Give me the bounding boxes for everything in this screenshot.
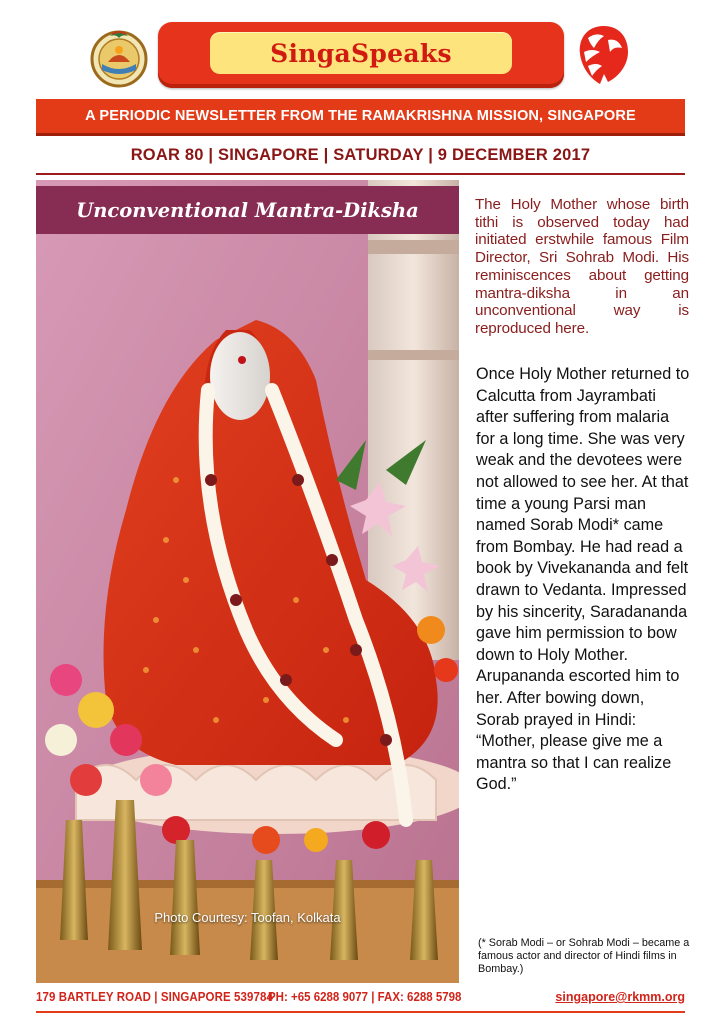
- footer-divider: [36, 1011, 685, 1013]
- footer-email-link[interactable]: singapore@rkmm.org: [555, 990, 685, 1004]
- ramakrishna-mission-emblem-logo: [88, 26, 150, 88]
- newsletter-subtitle-bar: [36, 99, 685, 136]
- masthead-title-pill: [210, 32, 512, 74]
- newsletter-subtitle: A PERIODIC NEWSLETTER FROM THE RAMAKRISHNA MISSION, SINGAPORE: [85, 108, 636, 124]
- article-intro: The Holy Mother whose birth tithi is observed today had initiated erstwhile famous Film Director, Sri Sohrab Modi. His reminiscences about getting mantra-diksha in an unconventional way is reproduced here.: [475, 196, 689, 337]
- newsletter-title: SingaSpeaks: [270, 38, 452, 68]
- issue-info: ROAR 80 | SINGAPORE | SATURDAY | 9 DECEMBER 2017: [130, 146, 591, 164]
- photo-credit: Photo Courtesy: Toofan, Kolkata: [154, 910, 341, 925]
- article-title: Unconventional Mantra-Diksha: [76, 198, 419, 222]
- issue-divider: [36, 173, 685, 175]
- footer-address: 179 BARTLEY ROAD | SINGAPORE 539784: [36, 990, 273, 1004]
- singapore-lion-head-logo: [574, 22, 634, 88]
- holy-mother-photo: [36, 180, 459, 983]
- footer-contact: PH: +65 6288 9077 | FAX: 6288 5798: [268, 990, 462, 1004]
- shrine-illustration: [36, 180, 459, 983]
- article-story: Once Holy Mother returned to Calcutta from Jayrambati after suffering from malaria for a long time. She was very weak and the devotees were not allowed to see her. At that time a young Parsi man named Sorab Modi* came from Bombay. He had read a book by Vivekananda and felt drawn to Vedanta. Impressed by his sincerity, Saradananda gave him permission to bow down to Holy Mother. Arupananda escorted him to her. After bowing down, Sorab prayed in Hindi: “Mother, please give me a mantra so that I can realize God.”: [476, 365, 690, 794]
- article-title-banner: [36, 186, 459, 234]
- article-footnote: (* Sorab Modi – or Sohrab Modi – became a famous actor and director of Hindi films in Bombay.): [478, 937, 690, 975]
- masthead-banner: [158, 22, 564, 88]
